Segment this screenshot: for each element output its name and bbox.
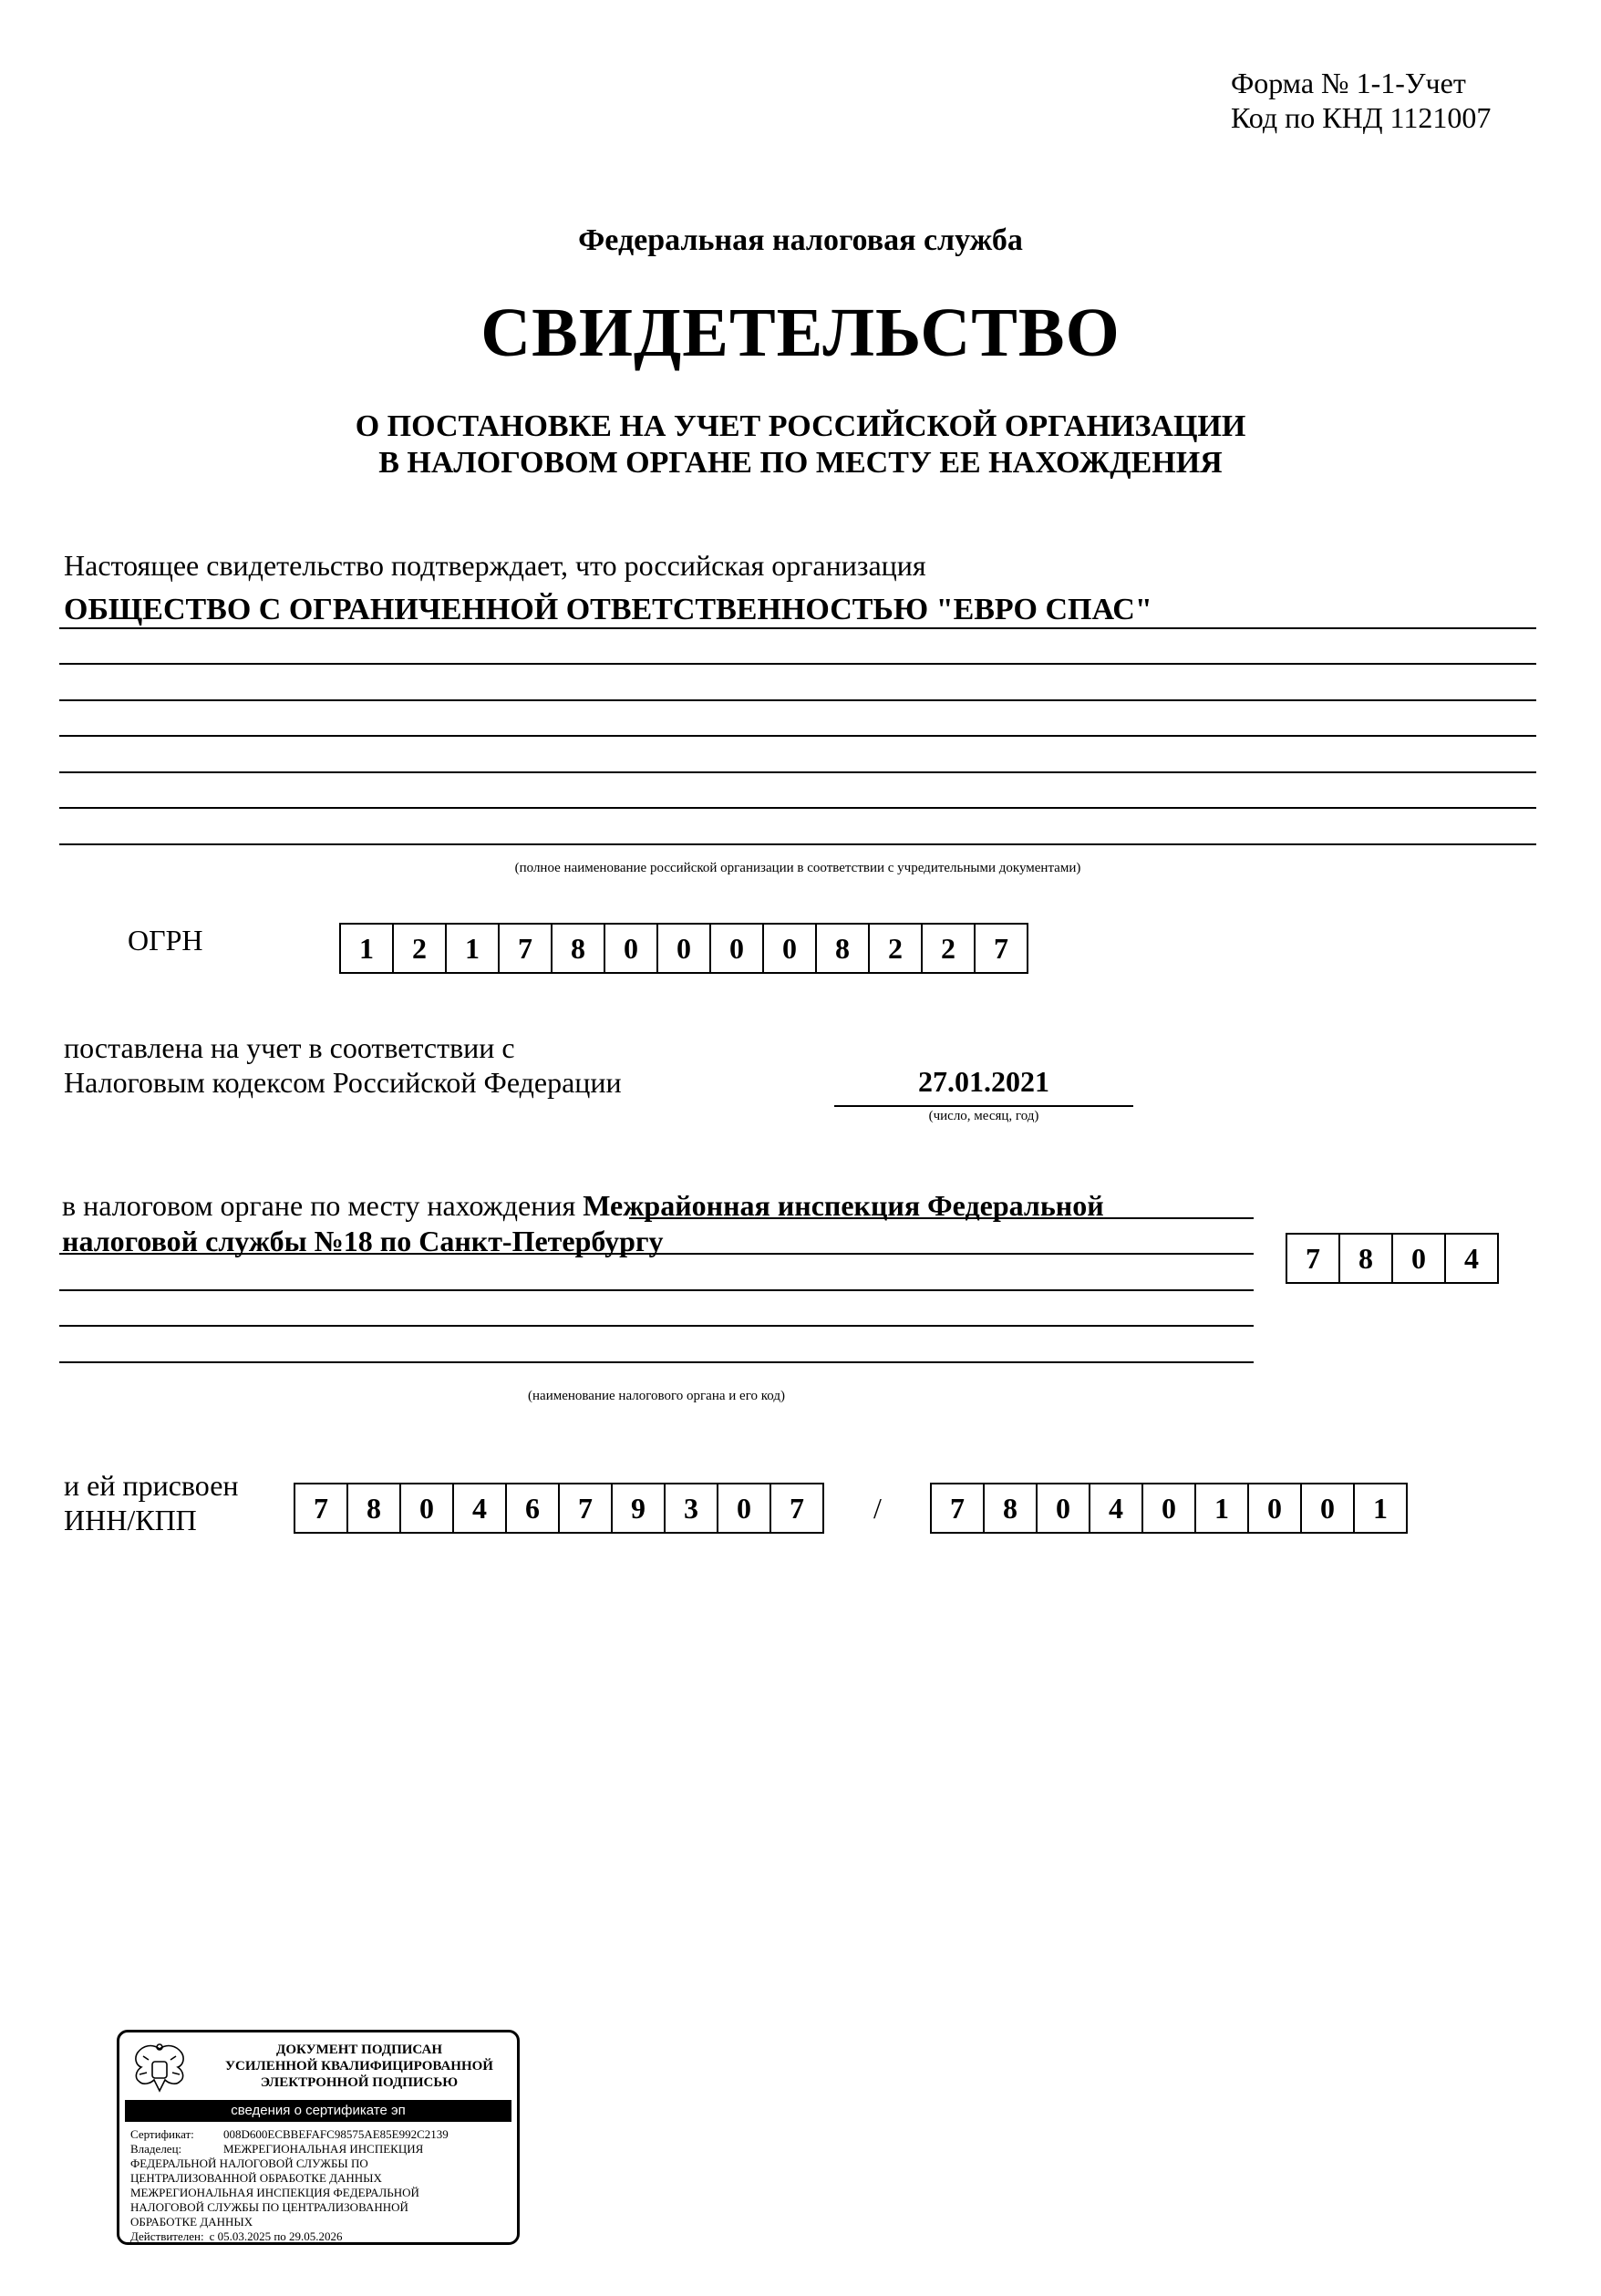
registration-line-2: Налоговым кодексом Российской Федерации <box>64 1066 622 1099</box>
tax-authority-name-line-1: Межрайонная инспекция Федеральной <box>583 1189 1104 1222</box>
digit-cell: 2 <box>394 923 447 974</box>
org-name-line <box>59 699 1536 701</box>
digit-cell: 2 <box>923 923 976 974</box>
owner-line-6: ОБРАБОТКЕ ДАННЫХ <box>130 2215 253 2229</box>
registration-date: 27.01.2021 <box>918 1065 1049 1098</box>
digit-cell: 8 <box>348 1483 401 1534</box>
inn-kpp-label-line-1: и ей присвоен <box>64 1469 239 1502</box>
organization-name: ОБЩЕСТВО С ОГРАНИЧЕННОЙ ОТВЕТСТВЕННОСТЬЮ "ЕВРО СПАС" <box>64 593 1152 626</box>
stamp-heading-line-3: ЭЛЕКТРОННОЙ ПОДПИСЬЮ <box>260 2075 459 2090</box>
digit-cell: 0 <box>1038 1483 1090 1534</box>
digit-cell: 8 <box>1340 1233 1393 1284</box>
tax-authority-line <box>59 1289 1254 1291</box>
tax-authority-code-cells <box>1286 1233 1499 1284</box>
stamp-heading <box>201 2042 517 2091</box>
certificate-label: Сертификат: <box>130 2127 194 2141</box>
inn-kpp-label-line-2: ИНН/КПП <box>64 1504 197 1536</box>
owner-line-1: МЕЖРЕГИОНАЛЬНАЯ ИНСПЕКЦИЯ <box>223 2142 424 2156</box>
stamp-certificate-row <box>130 2127 513 2142</box>
registration-text <box>64 1030 622 1100</box>
intro-text: Настоящее свидетельство подтверждает, что российская организация <box>64 549 926 582</box>
org-name-line <box>59 807 1536 809</box>
subtitle-line-1: О ПОСТАНОВКЕ НА УЧЕТ РОССИЙСКОЙ ОРГАНИЗАЦИИ <box>355 409 1246 443</box>
org-name-line <box>59 735 1536 737</box>
document-title: СВИДЕТЕЛЬСТВО <box>480 295 1121 371</box>
ogrn-cells <box>339 923 1028 974</box>
org-name-line <box>59 771 1536 773</box>
org-name-line <box>59 663 1536 665</box>
ogrn-label: ОГРН <box>128 924 203 957</box>
inn-kpp-label <box>64 1468 239 1537</box>
digit-cell: 0 <box>1393 1233 1446 1284</box>
digit-cell: 3 <box>666 1483 718 1534</box>
inn-cells <box>294 1483 824 1534</box>
validity-label: Действителен: <box>130 2229 204 2243</box>
digit-cell: 1 <box>1355 1483 1408 1534</box>
org-name-line <box>59 627 1536 629</box>
digit-cell: 7 <box>932 1483 985 1534</box>
digit-cell: 8 <box>985 1483 1038 1534</box>
digit-cell: 7 <box>500 923 553 974</box>
owner-line-2: ФЕДЕРАЛЬНОЙ НАЛОГОВОЙ СЛУЖБЫ ПО <box>130 2156 368 2170</box>
digit-cell: 7 <box>560 1483 613 1534</box>
digit-cell: 0 <box>718 1483 771 1534</box>
form-identifier <box>1231 66 1491 135</box>
electronic-signature-stamp <box>117 2030 520 2245</box>
validity-value: с 05.03.2025 по 29.05.2026 <box>209 2229 343 2243</box>
digit-cell: 0 <box>1143 1483 1196 1534</box>
owner-line-3: ЦЕНТРАЛИЗОВАННОЙ ОБРАБОТКЕ ДАННЫХ <box>130 2171 382 2185</box>
form-number: Форма № 1-1-Учет <box>1231 67 1466 99</box>
digit-cell: 8 <box>817 923 870 974</box>
stamp-validity-row <box>130 2229 513 2244</box>
kpp-cells <box>930 1483 1408 1534</box>
digit-cell: 9 <box>613 1483 666 1534</box>
digit-cell: 0 <box>764 923 817 974</box>
tax-authority-name-line-2: налоговой службы №18 по Санкт-Петербургу <box>62 1225 664 1257</box>
stamp-details <box>130 2127 513 2244</box>
digit-cell: 7 <box>1287 1233 1340 1284</box>
knd-code: Код по КНД 1121007 <box>1231 101 1492 134</box>
tax-authority-prefix: в налоговом органе по месту нахождения <box>62 1189 576 1222</box>
digit-cell: 0 <box>1249 1483 1302 1534</box>
registration-line-1: поставлена на учет в соответствии с <box>64 1031 515 1064</box>
digit-cell: 0 <box>605 923 658 974</box>
digit-cell: 4 <box>1446 1233 1499 1284</box>
tax-authority-line <box>629 1217 1254 1219</box>
tax-authority-caption: (наименование налогового органа и его код) <box>528 1389 785 1403</box>
digit-cell: 1 <box>1196 1483 1249 1534</box>
digit-cell: 2 <box>870 923 923 974</box>
owner-label: Владелец: <box>130 2142 182 2156</box>
registration-date-caption: (число, месяц, год) <box>928 1109 1039 1123</box>
inn-kpp-separator: / <box>873 1492 882 1525</box>
stamp-heading-line-2: УСИЛЕННОЙ КВАЛИФИЦИРОВАННОЙ <box>225 2059 493 2074</box>
digit-cell: 6 <box>507 1483 560 1534</box>
certificate-value: 008D600ECBBEFAFC98575AE85E992C2139 <box>223 2127 449 2141</box>
tax-authority-line <box>59 1325 1254 1327</box>
stamp-heading-line-1: ДОКУМЕНТ ПОДПИСАН <box>276 2043 442 2057</box>
stamp-certificate-band: сведения о сертификате эп <box>125 2100 511 2122</box>
digit-cell: 0 <box>401 1483 454 1534</box>
digit-cell: 1 <box>341 923 394 974</box>
registration-date-line <box>834 1105 1133 1107</box>
digit-cell: 7 <box>771 1483 824 1534</box>
digit-cell: 0 <box>711 923 764 974</box>
digit-cell: 4 <box>1090 1483 1143 1534</box>
document-subtitle <box>0 409 1601 481</box>
org-name-caption: (полное наименование российской организации в соответствии с учредительными документами) <box>514 861 1081 875</box>
digit-cell: 7 <box>976 923 1028 974</box>
subtitle-line-2: В НАЛОГОВОМ ОРГАНЕ ПО МЕСТУ ЕЕ НАХОЖДЕНИЯ <box>378 446 1223 480</box>
digit-cell: 1 <box>447 923 500 974</box>
digit-cell: 0 <box>1302 1483 1355 1534</box>
tax-authority-line <box>59 1253 1254 1255</box>
owner-line-4: МЕЖРЕГИОНАЛЬНАЯ ИНСПЕКЦИЯ ФЕДЕРАЛЬНОЙ <box>130 2186 419 2199</box>
digit-cell: 7 <box>295 1483 348 1534</box>
org-name-line <box>59 843 1536 845</box>
digit-cell: 0 <box>658 923 711 974</box>
russian-coat-of-arms-icon <box>125 2040 194 2098</box>
tax-authority-line <box>59 1361 1254 1363</box>
digit-cell: 4 <box>454 1483 507 1534</box>
owner-line-5: НАЛОГОВОЙ СЛУЖБЫ ПО ЦЕНТРАЛИЗОВАННОЙ <box>130 2200 408 2214</box>
digit-cell: 8 <box>553 923 605 974</box>
stamp-owner-row <box>130 2142 513 2156</box>
agency-name: Федеральная налоговая служба <box>578 223 1023 257</box>
